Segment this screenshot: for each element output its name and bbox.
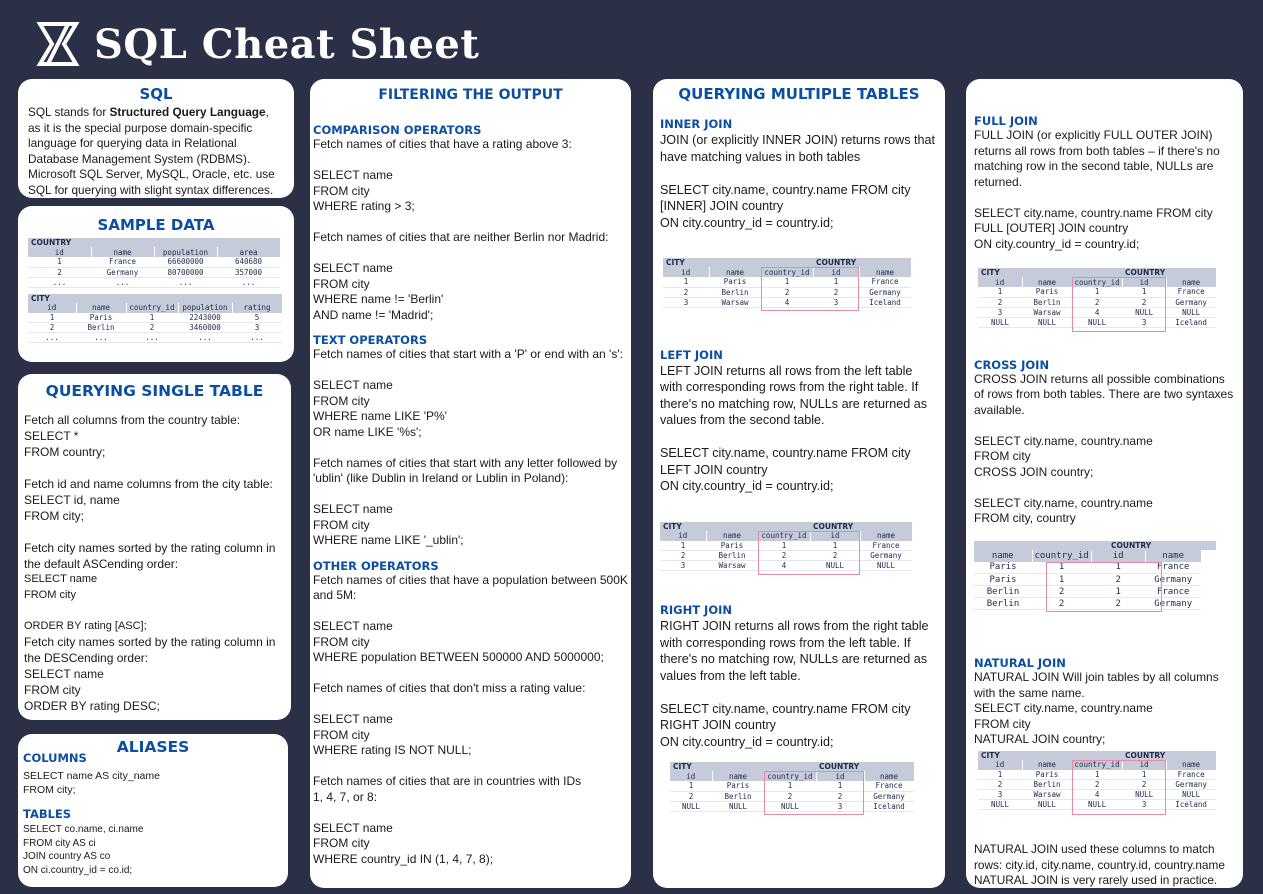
single-table-title: QUERYING SINGLE TABLE [45, 382, 264, 400]
sample-tables [28, 238, 284, 343]
table-cell: Berlin [706, 551, 758, 561]
table-cell: 1 [28, 257, 91, 267]
table-cell: Paris [1022, 770, 1072, 780]
table-header-cell: name [1166, 760, 1216, 770]
table-cell: 4 [758, 561, 810, 571]
joins-card [966, 79, 1243, 888]
single-table-order-desc: Fetch city names sorted by the rating column in the DESCending order: SELECT name FROM city ORDER BY rating DESC; [24, 635, 276, 713]
table-header-cell: id [670, 771, 712, 781]
table-header-cell: id [978, 277, 1022, 287]
inner-join-text: JOIN (or explicitly INNER JOIN) returns rows that have matching values in both tables SELECT city.name, country.name FROM city [INNER] JOIN country ON city.country_id = country.id; [660, 133, 936, 230]
table-cell: ... [232, 333, 282, 343]
table-cell: ... [28, 277, 91, 287]
table-cell: NULL [978, 317, 1022, 327]
multi-table-card [653, 79, 945, 888]
table-cell: Paris [706, 541, 758, 551]
aliases-card [18, 734, 288, 887]
table-cell: 1 [761, 277, 813, 287]
table-cell: Germany [864, 791, 914, 801]
table-cell: Germany [1145, 598, 1201, 610]
sample-data-title: SAMPLE DATA [97, 216, 215, 234]
table-cell: 2 [1091, 598, 1145, 610]
page-title: SQL Cheat Sheet [94, 20, 480, 68]
table-cell: NULL [670, 801, 712, 811]
table-label: COUNTRY [1122, 268, 1216, 277]
table-header-cell: country_id [1072, 760, 1122, 770]
table-cell: 2 [1032, 586, 1091, 598]
table-label: COUNTRY [1122, 751, 1216, 760]
match-highlight [764, 771, 864, 815]
table-row [28, 333, 282, 343]
table-cell: France [1145, 562, 1201, 574]
table-cell: 2 [764, 791, 816, 801]
table-row [28, 277, 280, 287]
table-cell: ... [91, 277, 154, 287]
table-cell: ... [76, 333, 126, 343]
table-cell: 1 [1032, 574, 1091, 586]
other-operators-text: Fetch names of cities that have a population between 500K and 5M: SELECT name FROM city WHERE population BETWEEN 500000 AND 5000000; Fetch names of cities that don't miss a rating value: SELECT name FROM city WHERE rating IS NOT NULL; Fetch names of cities that are in countries with IDs 1, 4, 7, or 8: SELECT name FROM city WHERE country_id IN (1, 4, 7, 8); [313, 572, 628, 866]
table-label: CITY [978, 268, 1122, 277]
table-label: CITY [670, 762, 816, 771]
table-cell: Warsaw [1022, 790, 1072, 800]
table-cell: 2 [663, 287, 709, 297]
table-cell: 2 [126, 323, 178, 333]
table-header-cell: country_id [126, 303, 178, 313]
table-header-cell: id [816, 771, 864, 781]
inner-join-label: INNER JOIN [660, 117, 733, 131]
table-cell: NULL [810, 561, 860, 571]
table-cell: 3 [1122, 317, 1166, 327]
match-highlight [758, 531, 860, 575]
table-header-cell: name [1166, 277, 1216, 287]
table-header-cell: name [859, 267, 911, 277]
table-header-cell: name [712, 771, 764, 781]
table-header-cell: name [706, 531, 758, 541]
table-cell: 3 [232, 323, 282, 333]
left-join-table [660, 522, 938, 572]
table-header-cell: country_id [1032, 550, 1091, 562]
table-cell: Paris [1022, 287, 1072, 297]
natural-join-label: NATURAL JOIN [974, 656, 1066, 670]
table-cell: France [1145, 586, 1201, 598]
text-operators-label: TEXT OPERATORS [313, 333, 428, 347]
page-header [36, 16, 479, 72]
table-cell: 1 [1072, 770, 1122, 780]
table-label: CITY [660, 522, 810, 531]
table-cell: Berlin [709, 287, 761, 297]
table-cell: Berlin [1022, 297, 1072, 307]
table-cell: 1 [660, 541, 706, 551]
table-header-cell: name [974, 550, 1032, 562]
right-join-text: RIGHT JOIN returns all rows from the right table with corresponding rows from the left table. If there's no matching row, NULLs are returned as values from the left table. SELECT city.name, country.name FROM city RIGHT JOIN country ON city.country_id = country.id; [660, 619, 929, 749]
table-cell: 1 [663, 277, 709, 287]
table-cell: Iceland [1166, 800, 1216, 810]
table-cell: ... [154, 277, 217, 287]
table-cell: Paris [709, 277, 761, 287]
table-label: CITY [28, 294, 282, 303]
table-cell: 2 [978, 297, 1022, 307]
table-label: COUNTRY [1108, 541, 1216, 550]
table-header-cell: id [813, 267, 859, 277]
natural-join-footer: NATURAL JOIN used these columns to match rows: city.id, city.name, country.id, country.name NATURAL JOIN is very rarely used in practice. [974, 842, 1225, 887]
natural-join-text: NATURAL JOIN Will join tables by all columns with the same name. SELECT city.name, country.name FROM city NATURAL JOIN country; [974, 670, 1219, 746]
table-cell: NULL [1072, 800, 1122, 810]
table-cell: 1 [1091, 586, 1145, 598]
table-cell: 4 [761, 297, 813, 307]
sql-card [18, 79, 294, 198]
table-cell: 2 [1072, 780, 1122, 790]
table-cell: 2 [1122, 780, 1166, 790]
table-cell: NULL [1166, 307, 1216, 317]
table-header-cell: name [1022, 277, 1072, 287]
full-join-text: FULL JOIN (or explicitly FULL OUTER JOIN) returns all rows from both tables – if there's no matching row in the second table, NULLs are returned. SELECT city.name, country.name FROM city FULL [OUTER] JOIN country ON city.country_id = country.id; [974, 128, 1220, 251]
table-header-cell: name [76, 303, 126, 313]
data-table [28, 303, 283, 344]
match-highlight [761, 267, 859, 311]
table-cell: 4 [1072, 790, 1122, 800]
table-row [28, 257, 280, 267]
table-cell: NULL [1122, 790, 1166, 800]
table-cell: NULL [860, 561, 912, 571]
table-cell: 2 [28, 323, 76, 333]
other-operators-label: OTHER OPERATORS [313, 558, 439, 573]
table-row [28, 323, 282, 333]
table-header-cell: area [217, 247, 280, 257]
table-header-cell: id [1122, 760, 1166, 770]
table-cell: Paris [712, 781, 764, 791]
table-cell: NULL [978, 800, 1022, 810]
table-cell: 1 [1122, 287, 1166, 297]
table-header-cell: population [178, 303, 232, 313]
table-cell: 1 [978, 770, 1022, 780]
table-cell: 1 [764, 781, 816, 791]
table-header-cell: id [660, 531, 706, 541]
aliases-tables-text: SELECT co.name, ci.name FROM city AS ci JOIN country AS co ON ci.country_id = co.id; [23, 824, 144, 876]
table-label: CITY [978, 751, 1122, 760]
right-join-label: RIGHT JOIN [660, 603, 733, 617]
table-cell: 1 [758, 541, 810, 551]
table-cell: Germany [859, 287, 911, 297]
table-header-cell: name [1145, 550, 1201, 562]
table-label: CITY [663, 258, 813, 267]
table-cell: Warsaw [709, 297, 761, 307]
table-cell: 2 [1032, 598, 1091, 610]
table-cell: France [91, 257, 154, 267]
table-label: COUNTRY [810, 522, 912, 531]
aliases-title: ALIASES [116, 738, 190, 756]
table-cell: Berlin [974, 598, 1032, 610]
table-header-cell: population [154, 247, 217, 257]
table-cell: Germany [1166, 297, 1216, 307]
table-cell: 2 [978, 780, 1022, 790]
table-label: COUNTRY [28, 238, 280, 247]
table-cell: NULL [1166, 790, 1216, 800]
table-cell: Warsaw [1022, 307, 1072, 317]
table-cell: France [860, 541, 912, 551]
table-cell: 3 [816, 801, 864, 811]
table-cell: 3 [978, 790, 1022, 800]
table-cell: 3 [663, 297, 709, 307]
table-cell: 1 [28, 313, 76, 323]
table-cell: 2 [660, 551, 706, 561]
table-label [974, 541, 1108, 550]
comparison-operators-text: Fetch names of cities that have a rating above 3: SELECT name FROM city WHERE rating > 3; Fetch names of cities that are neither Berlin nor Madrid: SELECT name FROM city WHERE name != 'Berlin' AND name != 'Madrid'; [313, 137, 609, 322]
table-cell: 3 [813, 297, 859, 307]
table-cell: 1 [1122, 770, 1166, 780]
table-header-cell: name [1022, 760, 1072, 770]
table-cell: 2 [1122, 297, 1166, 307]
table-cell: 3 [978, 307, 1022, 317]
table-header-cell: rating [232, 303, 282, 313]
match-highlight [1072, 760, 1166, 815]
text-operators-text: Fetch names of cities that start with a 'P' or end with an 's': SELECT name FROM city WHERE name LIKE 'P%' OR name LIKE '%s'; Fetch names of cities that start with any letter followed by 'ublin' (like Dublin in Ireland or Lublin in Poland): SELECT name FROM city WHERE name LIKE '_ublin'; [313, 347, 623, 547]
table-cell: 5 [232, 313, 282, 323]
table-cell: 2 [813, 287, 859, 297]
table-cell: 80700000 [154, 267, 217, 277]
single-table-text: Fetch all columns from the country table: SELECT * FROM country; Fetch id and name columns from the city table: SELECT id, name FROM city; Fetch city names sorted by the rating column in the default ASCending order: [24, 413, 276, 571]
table-cell: France [864, 781, 914, 791]
match-highlight [1046, 562, 1162, 612]
table-cell: Iceland [859, 297, 911, 307]
table-cell: 1 [978, 287, 1022, 297]
sql-description: SQL stands for Structured Query Language, as it is the special purpose domain-specific language for querying data in Relational Database Management System (RDBMS). Microsoft SQL Server, MySQL, Oracle, etc. use SQL for querying with slight syntax differences. [28, 105, 275, 197]
table-header-cell: id [810, 531, 860, 541]
inner-join-table [663, 258, 938, 308]
filtering-card [310, 79, 631, 888]
table-cell: NULL [1022, 317, 1072, 327]
cross-join-table [974, 541, 1235, 611]
table-cell: France [1166, 287, 1216, 297]
comparison-operators-label: COMPARISON OPERATORS [313, 123, 482, 137]
table-cell: 2 [758, 551, 810, 561]
left-join-text: LEFT JOIN returns all rows from the left table with corresponding rows from the right table. If there's no matching row, NULLs are returned as values from the second table. SELECT city.name, country.name FROM city LEFT JOIN country ON city.country_id = country.id; [660, 363, 928, 493]
table-cell: 3 [660, 561, 706, 571]
table-cell: 1 [126, 313, 178, 323]
table-header-cell: id [1091, 550, 1145, 562]
table-cell: NULL [1022, 800, 1072, 810]
table-cell: 3 [1122, 800, 1166, 810]
table-cell: Warsaw [706, 561, 758, 571]
table-cell: Berlin [1022, 780, 1072, 790]
table-cell: ... [28, 333, 76, 343]
table-cell: 1 [1091, 562, 1145, 574]
table-cell: Germany [1145, 574, 1201, 586]
table-cell: ... [217, 277, 280, 287]
table-cell: 2 [670, 791, 712, 801]
table-cell: 2 [28, 267, 91, 277]
table-cell: 1 [816, 781, 864, 791]
filtering-title: FILTERING THE OUTPUT [378, 87, 563, 103]
sample-data-card [18, 206, 294, 362]
table-cell: Berlin [712, 791, 764, 801]
table-cell: 2 [816, 791, 864, 801]
table-header-cell: id [28, 247, 91, 257]
table-header-cell: name [91, 247, 154, 257]
table-cell: Germany [1166, 780, 1216, 790]
cross-join-label: CROSS JOIN [974, 357, 1050, 372]
table-cell: 640680 [217, 257, 280, 267]
table-row [28, 313, 282, 323]
table-cell: 1 [1032, 562, 1091, 574]
table-cell: 2243000 [178, 313, 232, 323]
table-header-cell: name [864, 771, 914, 781]
table-cell: NULL [1122, 307, 1166, 317]
aliases-columns-text: SELECT name AS city_name FROM city; [23, 770, 160, 796]
table-cell: Paris [76, 313, 126, 323]
table-cell: 1 [670, 781, 712, 791]
table-label: COUNTRY [816, 762, 914, 771]
table-cell: Iceland [1166, 317, 1216, 327]
table-header-cell: id [1122, 277, 1166, 287]
table-cell: Berlin [76, 323, 126, 333]
table-cell: ... [178, 333, 232, 343]
data-table [28, 247, 281, 288]
natural-join-table [978, 751, 1235, 811]
table-header-cell: id [28, 303, 76, 313]
table-cell: Berlin [974, 586, 1032, 598]
table-cell: Paris [974, 562, 1032, 574]
table-cell: 1 [1072, 287, 1122, 297]
table-cell: NULL [764, 801, 816, 811]
table-header-cell: country_id [761, 267, 813, 277]
right-join-table [670, 762, 938, 812]
table-cell: NULL [712, 801, 764, 811]
table-row [28, 267, 280, 277]
single-table-card [18, 374, 291, 720]
match-highlight [1072, 277, 1166, 332]
full-join-label: FULL JOIN [974, 114, 1038, 128]
table-cell: France [859, 277, 911, 287]
full-join-table [978, 268, 1235, 328]
multi-table-title: QUERYING MULTIPLE TABLES [678, 85, 920, 103]
sql-title: SQL [139, 85, 173, 103]
table-cell: Iceland [864, 801, 914, 811]
table-cell: NULL [1072, 317, 1122, 327]
left-join-label: LEFT JOIN [660, 347, 723, 362]
table-cell: 1 [813, 277, 859, 287]
aliases-columns-label: COLUMNS [23, 751, 87, 765]
single-table-order-asc: SELECT name FROM city ORDER BY rating [ASC]; [24, 573, 147, 632]
table-cell: 357000 [217, 267, 280, 277]
table-cell: 3460000 [178, 323, 232, 333]
cross-join-text: CROSS JOIN returns all possible combinations of rows from both tables. There are two syntaxes available. SELECT city.name, country.name FROM city CROSS JOIN country; SELECT city.name, country.name FROM city, country [974, 371, 1234, 525]
table-cell: 66600000 [154, 257, 217, 267]
table-cell: 2 [1091, 574, 1145, 586]
table-header-cell: id [978, 760, 1022, 770]
table-cell: 2 [761, 287, 813, 297]
table-cell: 4 [1072, 307, 1122, 317]
table-header-cell: name [709, 267, 761, 277]
table-header-cell: id [663, 267, 709, 277]
table-cell: 2 [810, 551, 860, 561]
table-cell: 1 [810, 541, 860, 551]
table-cell: Germany [860, 551, 912, 561]
table-cell: France [1166, 770, 1216, 780]
table-header-cell: country_id [1072, 277, 1122, 287]
aliases-tables-label: TABLES [23, 807, 72, 821]
table-header-cell: country_id [764, 771, 816, 781]
table-header-cell: name [860, 531, 912, 541]
logo-icon [36, 20, 80, 68]
table-cell: 2 [1072, 297, 1122, 307]
table-cell: Paris [974, 574, 1032, 586]
table-cell: ... [126, 333, 178, 343]
table-cell: Germany [91, 267, 154, 277]
table-label: COUNTRY [813, 258, 911, 267]
table-header-cell: country_id [758, 531, 810, 541]
